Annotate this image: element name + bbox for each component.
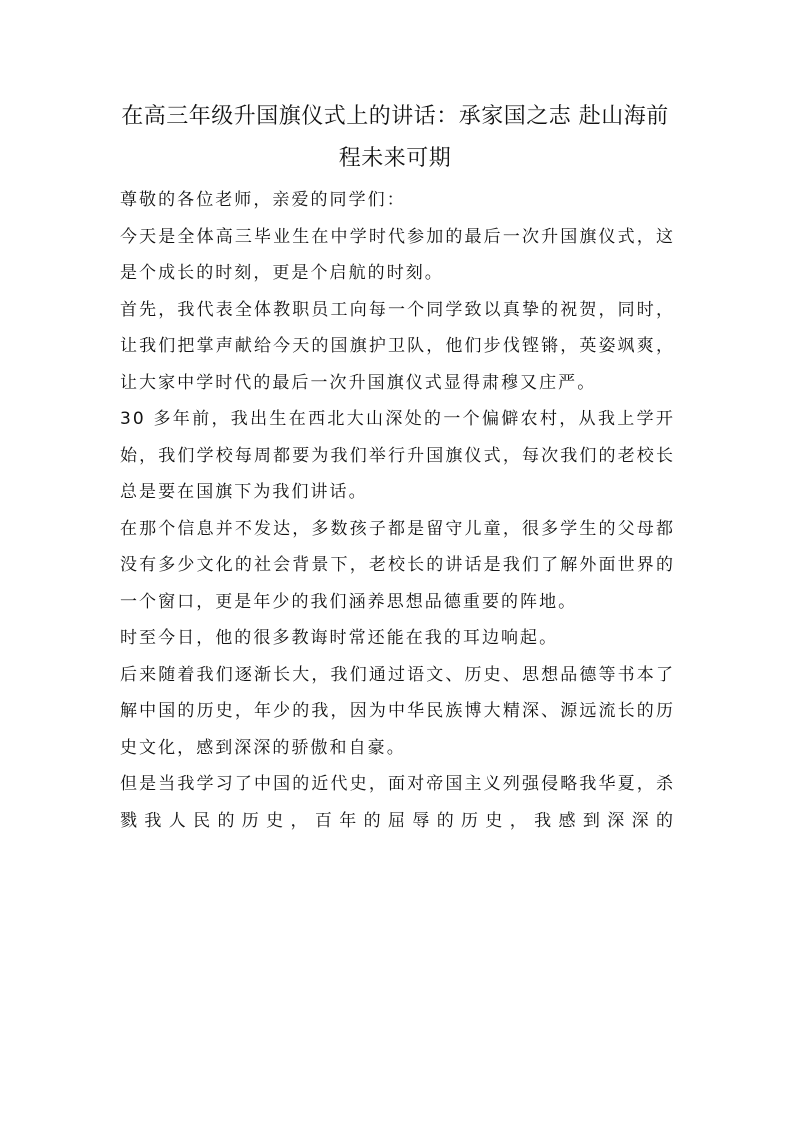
paragraph-greeting: 尊敬的各位老师，亲爱的同学们： (120, 190, 406, 210)
paragraph-2: 首先，我代表全体教职员工向每一个同学致以真挚的祝贺，同时，让我们把掌声献给今天的国旗护卫队，他们步伐铿锵，英姿飒爽，让大家中学时代的最后一次升国旗仪式显得肃穆又庄严。 (120, 299, 675, 393)
paragraph-3: 30 多年前，我出生在西北大山深处的一个偏僻农村，从我上学开始，我们学校每周都要为我们举行升国旗仪式，每次我们的老校长总是要在国旗下为我们讲话。 (120, 409, 675, 502)
document-page (120, 96, 675, 839)
document-title: 在高三年级升国旗仪式上的讲话：承家国之志 赴山海前程未来可期 (121, 104, 669, 171)
paragraph-7: 但是当我学习了中国的近代史，面对帝国主义列强侵略我华夏，杀戮我人民的历史，百年的屈辱的历史，我感到深深的 (120, 774, 675, 831)
paragraph-5: 时至今日，他的很多教诲时常还能在我的耳边响起。 (120, 628, 559, 648)
paragraph-1: 今天是全体高三毕业生在中学时代参加的最后一次升国旗仪式，这是个成长的时刻，更是个启航的时刻。 (120, 226, 675, 283)
paragraph-6: 后来随着我们逐渐长大，我们通过语文、历史、思想品德等书本了解中国的历史，年少的我，因为中华民族博大精深、源远流长的历史文化，感到深深的骄傲和自豪。 (120, 664, 675, 758)
paragraph-4: 在那个信息并不发达，多数孩子都是留守儿童，很多学生的父母都没有多少文化的社会背景下，老校长的讲话是我们了解外面世界的一个窗口，更是年少的我们涵养思想品德重要的阵地。 (120, 518, 675, 612)
